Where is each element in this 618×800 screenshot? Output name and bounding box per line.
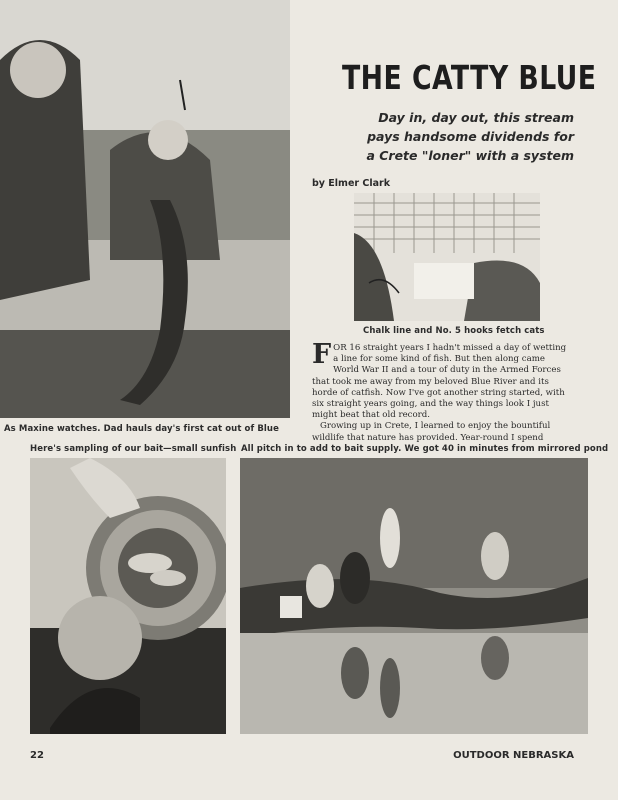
magazine-name: OUTDOOR NEBRASKA	[453, 750, 574, 761]
article-line: wildlife that nature has provided. Year-round I spend	[312, 432, 544, 443]
article-line: that took me away from my beloved Blue River and its	[312, 376, 549, 387]
article-line: might beat that old record.	[312, 410, 430, 421]
article-subtitle	[344, 108, 574, 165]
byline: by Elmer Clark	[312, 178, 391, 189]
caption-bait-bucket-photo: Here's sampling of our bait—small sunfish	[30, 444, 237, 454]
caption-main-photo: As Maxine watches. Dad hauls day's first cat out of Blue	[4, 424, 279, 434]
article-body	[312, 339, 576, 444]
subtitle-line: pays handsome dividends for	[367, 129, 574, 144]
subtitle-line: a Crete "loner" with a system	[366, 148, 574, 163]
article-line: horde of catfish. Now I've got another string started, with	[312, 387, 565, 398]
caption-pond-photo: All pitch in to add to bait supply. We got 40 in minutes from mirrored pond	[241, 444, 609, 454]
drop-cap: F	[312, 339, 332, 370]
article-line: OR 16 straight years I hadn't missed a day of wetting	[333, 343, 567, 353]
page-number: 22	[30, 750, 44, 761]
photo-father-hauls-catfish	[0, 0, 290, 418]
article-title: THE CATTY BLUE	[342, 58, 597, 97]
photo-pond-family	[240, 458, 588, 734]
article-line: World War II and a tour of duty in the Armed Forces	[333, 365, 561, 376]
caption-hooks-photo: Chalk line and No. 5 hooks fetch cats	[363, 326, 545, 336]
subtitle-line: Day in, day out, this stream	[378, 110, 574, 125]
photo-bait-bucket	[30, 458, 226, 734]
article-line: a line for some kind of fish. But then along came	[333, 354, 545, 365]
article-line: Growing up in Crete, I learned to enjoy the bountiful	[320, 421, 551, 432]
article-line: six straight years going, and the way things look I just	[312, 399, 549, 410]
photo-chalk-line-hooks	[354, 193, 540, 321]
